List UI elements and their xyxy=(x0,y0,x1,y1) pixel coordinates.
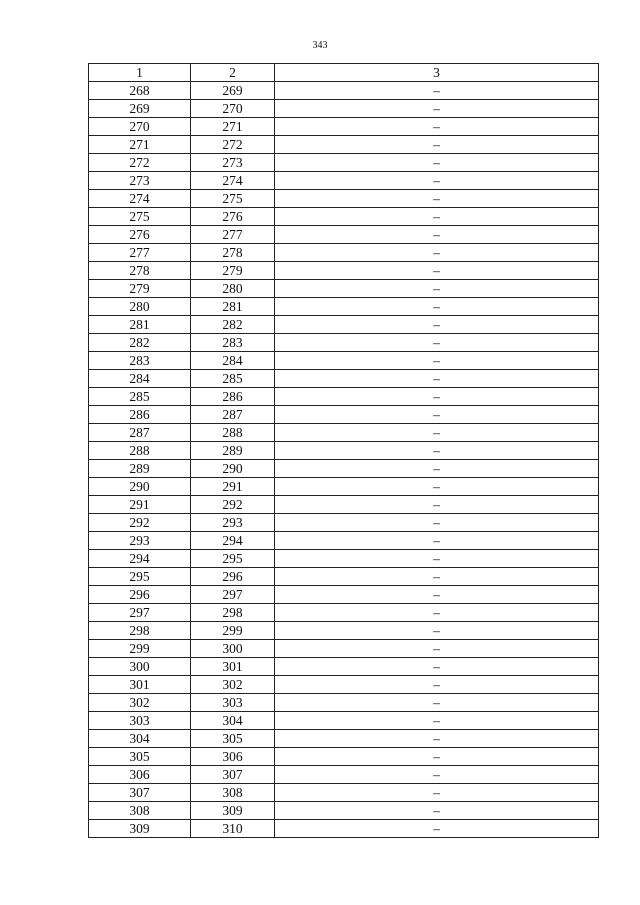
table-cell-col-1: 280 xyxy=(89,298,191,316)
table-cell-col-2: 273 xyxy=(191,154,275,172)
table-row xyxy=(89,316,599,334)
table-cell-col-2: 283 xyxy=(191,334,275,352)
table-cell-col-2: 308 xyxy=(191,784,275,802)
table-cell-col-2: 288 xyxy=(191,424,275,442)
table-cell-col-1: 272 xyxy=(89,154,191,172)
table-row xyxy=(89,136,599,154)
table-cell-col-1: 298 xyxy=(89,622,191,640)
table-cell-col-1: 270 xyxy=(89,118,191,136)
table-row xyxy=(89,298,599,316)
table-cell-col-3: – xyxy=(275,298,599,316)
table-cell-col-1: 269 xyxy=(89,100,191,118)
table-cell-col-3: – xyxy=(275,820,599,838)
table-cell-col-3: – xyxy=(275,478,599,496)
table-cell-col-3: – xyxy=(275,784,599,802)
table-cell-col-1: 277 xyxy=(89,244,191,262)
table-row xyxy=(89,712,599,730)
table-cell-col-2: 309 xyxy=(191,802,275,820)
table-row xyxy=(89,622,599,640)
table-cell-col-1: 292 xyxy=(89,514,191,532)
table-cell-col-2: 269 xyxy=(191,82,275,100)
table-cell-col-2: 271 xyxy=(191,118,275,136)
table-cell-col-2: 284 xyxy=(191,352,275,370)
table-cell-col-3: – xyxy=(275,136,599,154)
table-cell-col-1: 296 xyxy=(89,586,191,604)
table-row xyxy=(89,388,599,406)
table-cell-col-2: 301 xyxy=(191,658,275,676)
table-cell-col-3: – xyxy=(275,172,599,190)
table-row xyxy=(89,730,599,748)
table-cell-col-3: – xyxy=(275,262,599,280)
table-row xyxy=(89,784,599,802)
table-cell-col-3: – xyxy=(275,442,599,460)
table-cell-col-1: 287 xyxy=(89,424,191,442)
page-number: 343 xyxy=(312,40,328,51)
table-cell-col-3: – xyxy=(275,424,599,442)
table-cell-col-1: 279 xyxy=(89,280,191,298)
table-cell-col-1: 294 xyxy=(89,550,191,568)
table-cell-col-3: – xyxy=(275,100,599,118)
table-cell-col-3: – xyxy=(275,316,599,334)
table-cell-col-2: 277 xyxy=(191,226,275,244)
table-row xyxy=(89,424,599,442)
table-cell-col-2: 298 xyxy=(191,604,275,622)
table-row xyxy=(89,280,599,298)
table-row xyxy=(89,658,599,676)
table-cell-col-2: 280 xyxy=(191,280,275,298)
table-cell-col-3: – xyxy=(275,208,599,226)
table-cell-col-1: 302 xyxy=(89,694,191,712)
table-row xyxy=(89,568,599,586)
table-cell-col-2: 303 xyxy=(191,694,275,712)
table-row xyxy=(89,154,599,172)
table-cell-col-1: 268 xyxy=(89,82,191,100)
table-row xyxy=(89,514,599,532)
table-row xyxy=(89,262,599,280)
table-cell-col-3: – xyxy=(275,460,599,478)
table-cell-col-2: 296 xyxy=(191,568,275,586)
table-cell-col-1: 293 xyxy=(89,532,191,550)
table-cell-col-1: 291 xyxy=(89,496,191,514)
table-row xyxy=(89,352,599,370)
table-row xyxy=(89,532,599,550)
table-cell-col-2: 294 xyxy=(191,532,275,550)
table-cell-col-1: 301 xyxy=(89,676,191,694)
table-cell-col-1: 306 xyxy=(89,766,191,784)
table-cell-col-1: 305 xyxy=(89,748,191,766)
table-cell-col-1: 283 xyxy=(89,352,191,370)
table-cell-col-3: – xyxy=(275,712,599,730)
table-cell-col-2: 289 xyxy=(191,442,275,460)
table-row xyxy=(89,244,599,262)
table-cell-col-2: 278 xyxy=(191,244,275,262)
table-cell-col-3: – xyxy=(275,658,599,676)
table-cell-col-3: – xyxy=(275,82,599,100)
table-cell-col-2: 274 xyxy=(191,172,275,190)
table-cell-col-2: 302 xyxy=(191,676,275,694)
column-header-3: 3 xyxy=(275,64,599,82)
table-cell-col-2: 281 xyxy=(191,298,275,316)
table-row xyxy=(89,190,599,208)
table-cell-col-2: 310 xyxy=(191,820,275,838)
table-cell-col-1: 276 xyxy=(89,226,191,244)
table-cell-col-1: 278 xyxy=(89,262,191,280)
table-cell-col-2: 270 xyxy=(191,100,275,118)
table-cell-col-1: 297 xyxy=(89,604,191,622)
table-cell-col-2: 275 xyxy=(191,190,275,208)
table-cell-col-2: 287 xyxy=(191,406,275,424)
table-cell-col-1: 308 xyxy=(89,802,191,820)
data-table xyxy=(88,63,599,838)
column-header-1: 1 xyxy=(89,64,191,82)
table-cell-col-3: – xyxy=(275,388,599,406)
table-cell-col-3: – xyxy=(275,334,599,352)
table-cell-col-3: – xyxy=(275,676,599,694)
table-row xyxy=(89,370,599,388)
table-row xyxy=(89,820,599,838)
table-cell-col-2: 290 xyxy=(191,460,275,478)
table-cell-col-1: 290 xyxy=(89,478,191,496)
table-cell-col-3: – xyxy=(275,550,599,568)
table-cell-col-2: 282 xyxy=(191,316,275,334)
table-cell-col-1: 289 xyxy=(89,460,191,478)
table-cell-col-3: – xyxy=(275,748,599,766)
table-cell-col-3: – xyxy=(275,532,599,550)
table-cell-col-3: – xyxy=(275,730,599,748)
table-cell-col-3: – xyxy=(275,622,599,640)
table-row xyxy=(89,550,599,568)
table-cell-col-2: 293 xyxy=(191,514,275,532)
table-row xyxy=(89,802,599,820)
table-cell-col-2: 307 xyxy=(191,766,275,784)
table-cell-col-3: – xyxy=(275,118,599,136)
table-cell-col-1: 304 xyxy=(89,730,191,748)
table-row xyxy=(89,604,599,622)
table-row xyxy=(89,208,599,226)
table-row xyxy=(89,766,599,784)
table-cell-col-1: 300 xyxy=(89,658,191,676)
table-cell-col-2: 279 xyxy=(191,262,275,280)
table-row xyxy=(89,226,599,244)
table-cell-col-2: 285 xyxy=(191,370,275,388)
table-row xyxy=(89,406,599,424)
table-row xyxy=(89,82,599,100)
table-cell-col-3: – xyxy=(275,694,599,712)
table-cell-col-1: 299 xyxy=(89,640,191,658)
table-header-row xyxy=(89,64,599,82)
table-cell-col-3: – xyxy=(275,802,599,820)
table-cell-col-3: – xyxy=(275,496,599,514)
table-cell-col-2: 295 xyxy=(191,550,275,568)
table-cell-col-3: – xyxy=(275,154,599,172)
table-cell-col-2: 297 xyxy=(191,586,275,604)
table-cell-col-3: – xyxy=(275,226,599,244)
table-cell-col-1: 303 xyxy=(89,712,191,730)
table-cell-col-3: – xyxy=(275,406,599,424)
table-cell-col-3: – xyxy=(275,370,599,388)
table-cell-col-2: 276 xyxy=(191,208,275,226)
table-cell-col-1: 271 xyxy=(89,136,191,154)
table-cell-col-3: – xyxy=(275,604,599,622)
table-cell-col-3: – xyxy=(275,568,599,586)
table-cell-col-2: 299 xyxy=(191,622,275,640)
table-row xyxy=(89,748,599,766)
table-cell-col-2: 305 xyxy=(191,730,275,748)
table-row xyxy=(89,496,599,514)
table-row xyxy=(89,478,599,496)
table-cell-col-2: 304 xyxy=(191,712,275,730)
table-cell-col-2: 286 xyxy=(191,388,275,406)
table-cell-col-1: 295 xyxy=(89,568,191,586)
table-row xyxy=(89,100,599,118)
table-cell-col-1: 281 xyxy=(89,316,191,334)
table-cell-col-1: 288 xyxy=(89,442,191,460)
table-cell-col-1: 309 xyxy=(89,820,191,838)
table-row xyxy=(89,118,599,136)
table-cell-col-3: – xyxy=(275,640,599,658)
table-cell-col-1: 285 xyxy=(89,388,191,406)
table-row xyxy=(89,586,599,604)
table-row xyxy=(89,172,599,190)
table-row xyxy=(89,640,599,658)
table-cell-col-3: – xyxy=(275,766,599,784)
table-row xyxy=(89,442,599,460)
table-cell-col-1: 273 xyxy=(89,172,191,190)
table-cell-col-1: 274 xyxy=(89,190,191,208)
table-row xyxy=(89,334,599,352)
table-cell-col-3: – xyxy=(275,280,599,298)
column-header-2: 2 xyxy=(191,64,275,82)
table-body xyxy=(89,82,599,838)
table-cell-col-3: – xyxy=(275,352,599,370)
table-cell-col-1: 307 xyxy=(89,784,191,802)
table-cell-col-1: 275 xyxy=(89,208,191,226)
table-cell-col-2: 272 xyxy=(191,136,275,154)
table-cell-col-1: 286 xyxy=(89,406,191,424)
table-cell-col-3: – xyxy=(275,586,599,604)
table-cell-col-3: – xyxy=(275,190,599,208)
table-cell-col-1: 284 xyxy=(89,370,191,388)
table-cell-col-2: 300 xyxy=(191,640,275,658)
table-row xyxy=(89,676,599,694)
table-row xyxy=(89,460,599,478)
table-cell-col-2: 306 xyxy=(191,748,275,766)
table-row xyxy=(89,694,599,712)
table-cell-col-3: – xyxy=(275,514,599,532)
table-cell-col-2: 292 xyxy=(191,496,275,514)
table-cell-col-2: 291 xyxy=(191,478,275,496)
table-cell-col-1: 282 xyxy=(89,334,191,352)
table-cell-col-3: – xyxy=(275,244,599,262)
